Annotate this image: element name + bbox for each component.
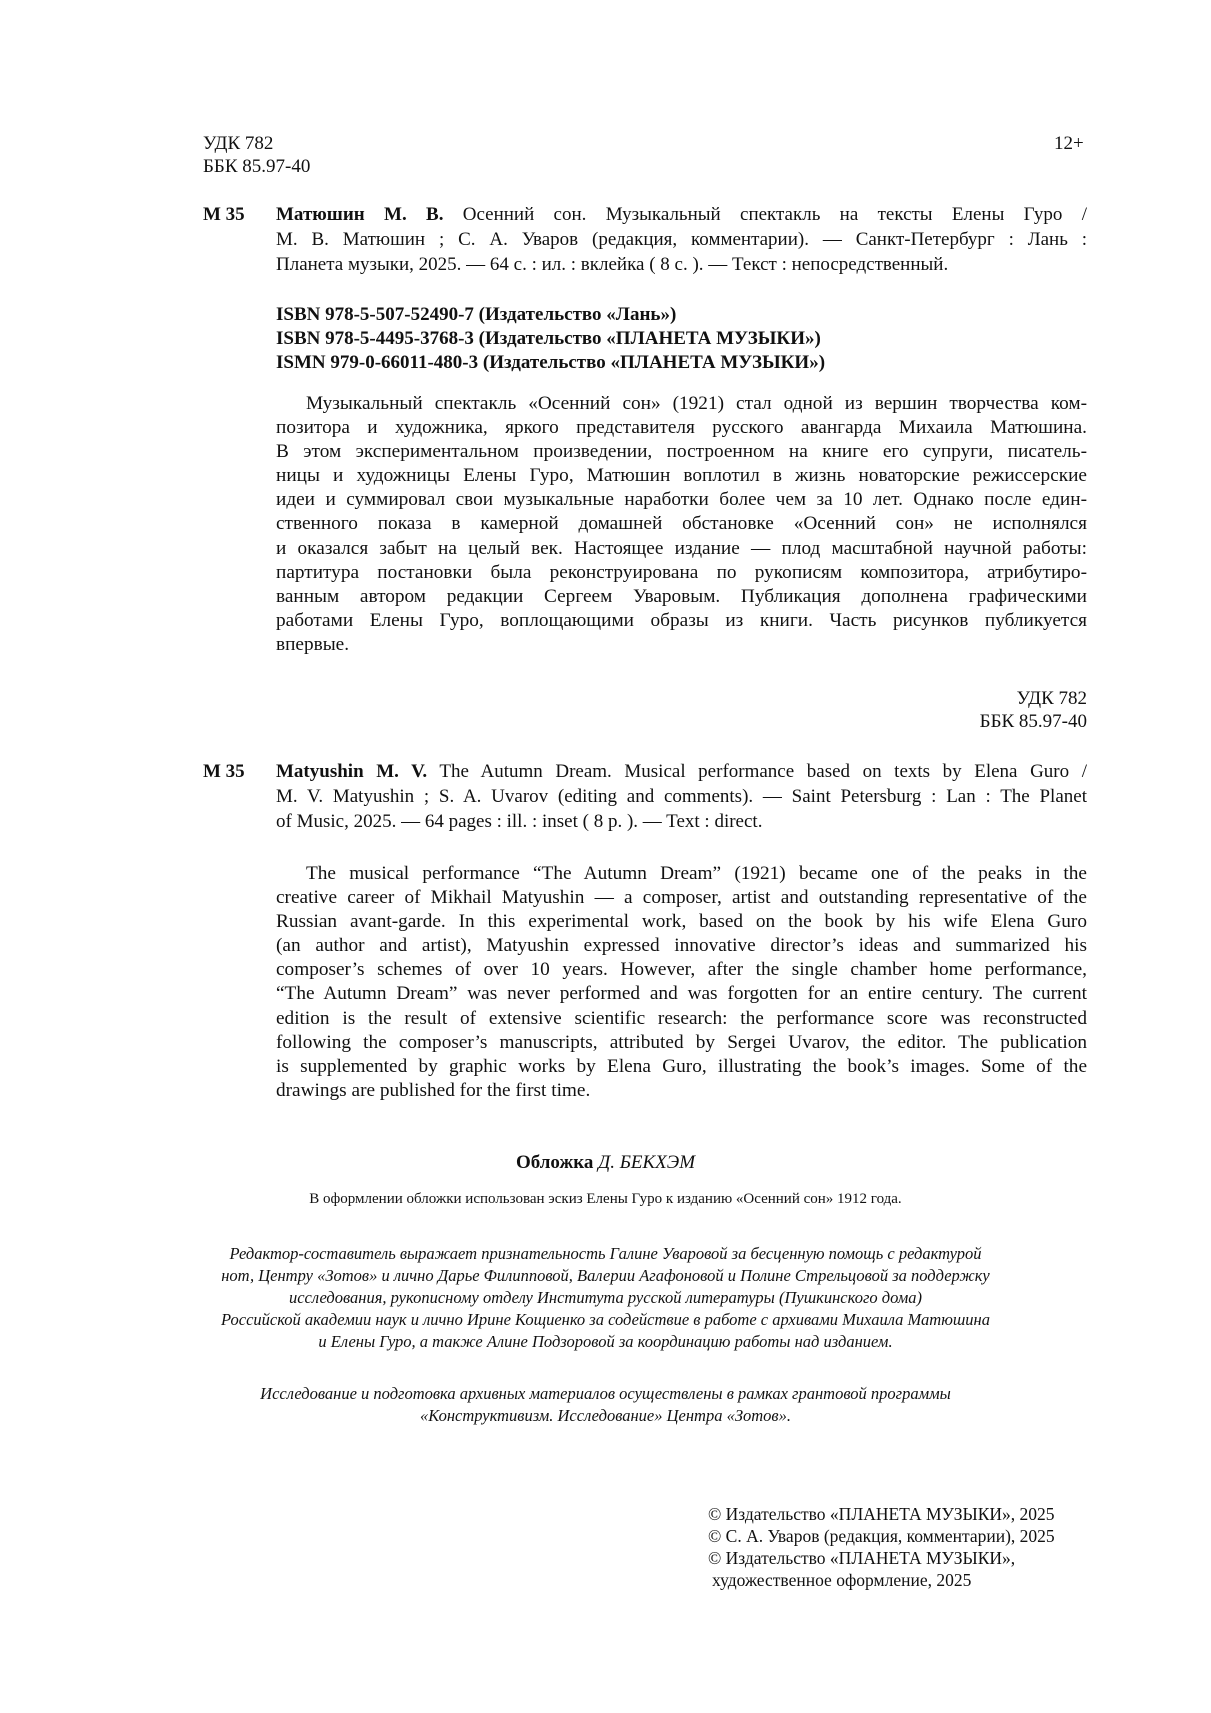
copyright-block (708, 1503, 1055, 1591)
ru-abstract (276, 392, 1087, 657)
cover-artist: Д. БЕКХЭМ (598, 1152, 696, 1173)
header-bbk: ББК 85.97-40 (203, 156, 311, 177)
header-udk: УДК 782 (203, 133, 274, 154)
ru-abstract-line: партитура постановки была реконструирована по рукописям композитора, атрибутиро- (276, 561, 1087, 583)
ru-entry-author: Матюшин М. В. (276, 204, 444, 225)
ru-class-bbk: ББК 85.97-40 (979, 711, 1087, 732)
ru-abstract-line: Музыкальный спектакль «Осенний сон» (1921) стал одной из вершин творчества ком- (306, 393, 1087, 414)
copyright-line: © Издательство «ПЛАНЕТА МУЗЫКИ», (708, 1548, 1016, 1568)
en-abstract-line: composer’s schemes of over 10 years. However, after the single chamber home performance, (276, 959, 1087, 981)
ru-class-udk: УДК 782 (1016, 688, 1087, 709)
en-abstract-line: is supplemented by graphic works by Elena Guro, illustrating the book’s images. Some of the (276, 1055, 1087, 1077)
grant-line: «Конструктивизм. Исследование» Центра «Зотов». (420, 1406, 791, 1425)
en-abstract-line: Russian avant-garde. In this experimental work, based on the book by his wife Elena Guro (276, 911, 1087, 933)
acknowledgements (0, 1243, 1211, 1353)
en-abstract-line: (an author and artist), Matyushin expressed innovative director’s ideas and summarized his (276, 935, 1087, 957)
thanks-line: исследования, рукописному отделу Института русской литературы (Пушкинского дома) (288, 1288, 923, 1307)
ru-entry-title: Осенний сон. Музыкальный спектакль на тексты Елены Гуро / (443, 204, 1087, 225)
en-abstract-line: following the composer’s manuscripts, attributed by Sergei Uvarov, the editor. The publication (276, 1031, 1087, 1053)
en-abstract-line: “The Autumn Dream” was never performed and was forgotten for an entire century. The current (276, 983, 1087, 1005)
thanks-line: Редактор-составитель выражает признательность Галине Уваровой за бесценную помощь с редактурой (229, 1244, 982, 1263)
thanks-line: Российской академии наук и лично Ирине Кощиенко за содействие в работе с архивами Михаила Матюшина (221, 1310, 990, 1329)
ru-abstract-line: ницы и художницы Елены Гуро, Матюшин воплотил в жизнь новаторские режиссерские (276, 465, 1087, 487)
en-entry-code: М 35 (203, 761, 245, 782)
ru-abstract-line: и оказался забыт на целый век. Настоящее издание — плод масштабной научной работы: (276, 537, 1087, 559)
cover-credit (0, 1151, 1211, 1174)
en-abstract (276, 862, 1087, 1103)
cover-label: Обложка (515, 1152, 594, 1173)
thanks-line: нот, Центру «Зотов» и лично Дарье Филипповой, Валерии Агафоновой и Полине Стрельцовой за поддержку (221, 1266, 990, 1285)
ru-abstract-line: идеи и суммировал свои музыкальные наработки более чем за 10 лет. Однако после един- (276, 489, 1087, 511)
ru-abstract-line: ственного показа в камерной домашней обстановке «Осенний сон» не исполнялся (276, 513, 1087, 535)
cover-note: В оформлении обложки использован эскиз Елены Гуро к изданию «Осенний сон» 1912 года. (309, 1191, 902, 1207)
grant-note (0, 1383, 1211, 1427)
ru-abstract-line: ванным автором редакции Сергеем Уваровым. Публикация дополнена графическими (276, 585, 1087, 607)
copyright-line: художественное оформление, 2025 (712, 1570, 972, 1590)
en-entry-line2: M. V. Matyushin ; S. A. Uvarov (editing and comments). — Saint Petersburg : Lan : The Planet (276, 786, 1087, 807)
grant-line: Исследование и подготовка архивных материалов осуществлены в рамках грантовой программы (260, 1384, 951, 1403)
thanks-line: и Елены Гуро, а также Алине Подзоровой за координацию работы над изданием. (318, 1332, 893, 1351)
en-entry-title: The Autumn Dream. Musical performance based on texts by Elena Guro / (427, 761, 1087, 782)
en-entry-author: Matyushin M. V. (276, 761, 428, 782)
ru-abstract-line: В этом экспериментальном произведении, построенном на книге его супруги, писатель- (276, 441, 1087, 463)
ru-entry-line1 (276, 203, 1087, 226)
ru-entry-line3: Планета музыки, 2025. — 64 с. : ил. : вклейка ( 8 с. ). — Текст : непосредственный. (276, 254, 949, 275)
ru-abstract-line: работами Елены Гуро, воплощающими образы из книги. Часть рисунков публикуется (276, 609, 1087, 631)
en-abstract-line: edition is the result of extensive scientific research: the performance score was reconstructed (276, 1007, 1087, 1029)
ru-abstract-line: впервые. (276, 633, 350, 655)
copyright-line: © С. А. Уваров (редакция, комментарии), 2025 (708, 1526, 1055, 1546)
ismn-planeta: ISMN 979-0-66011-480-3 (Издательство «ПЛАНЕТА МУЗЫКИ») (276, 352, 826, 373)
en-entry-line1 (276, 760, 1087, 783)
en-entry-line3: of Music, 2025. — 64 pages : ill. : inset ( 8 p. ). — Text : direct. (276, 811, 763, 832)
copyright-line: © Издательство «ПЛАНЕТА МУЗЫКИ», 2025 (708, 1504, 1055, 1524)
ru-entry-line2: М. В. Матюшин ; С. А. Уваров (редакция, комментарии). — Санкт-Петербург : Лань : (276, 229, 1087, 250)
ru-entry-code: М 35 (203, 204, 245, 225)
en-abstract-line: The musical performance “The Autumn Dream” (1921) became one of the peaks in the (306, 863, 1087, 884)
en-abstract-line: drawings are published for the first time. (276, 1079, 591, 1101)
ru-abstract-line: позитора и художника, яркого представителя русского авангарда Михаила Матюшина. (276, 417, 1087, 439)
isbn-planeta: ISBN 978-5-4495-3768-3 (Издательство «ПЛАНЕТА МУЗЫКИ») (276, 328, 821, 349)
isbn-lan: ISBN 978-5-507-52490-7 (Издательство «Лань») (276, 304, 677, 325)
en-abstract-line: creative career of Mikhail Matyushin — a composer, artist and outstanding representative of the (276, 887, 1087, 909)
age-rating: 12+ (1054, 133, 1084, 154)
